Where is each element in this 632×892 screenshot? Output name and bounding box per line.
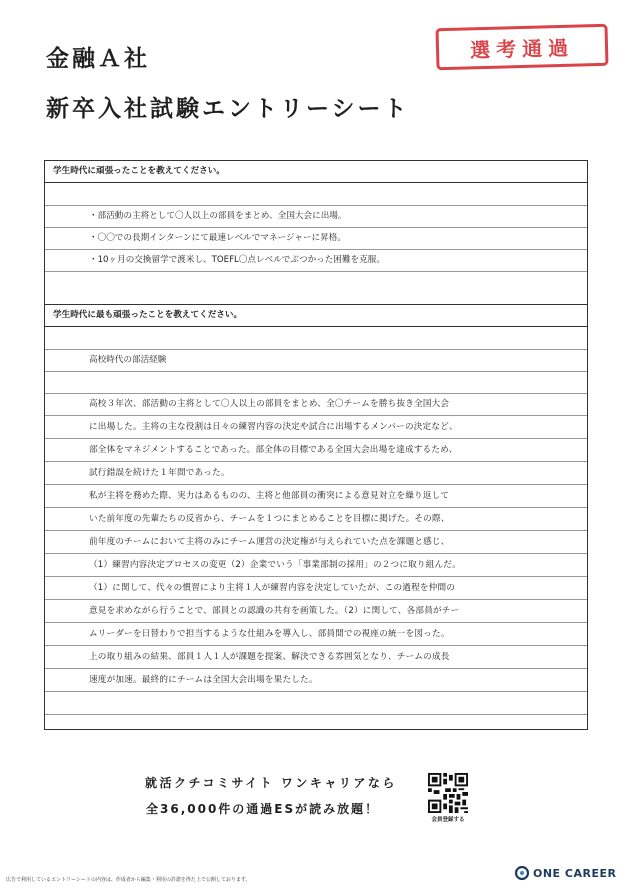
answer-2-line: 意見を求めながら行うことで、部員との認識の共有を画策した。（2）に関して、各部員がチー	[45, 601, 587, 623]
answer-2-line: に出場した。主将の主な役割は日々の練習内容の決定や試合に出場するメンバーの決定など、	[45, 417, 587, 439]
answer-2-line: 部全体をマネジメントすることであった。部全体の目標である全国大会出場を達成するため、	[45, 440, 587, 462]
answer-2-line: （1）に関して、代々の慣習により主将１人が練習内容を決定していたが、この過程を仲間の	[45, 578, 587, 600]
answer-2-line: 高校３年次、部活動の主将として〇人以上の部員をまとめ、全〇チームを勝ち抜き全国大会	[45, 394, 587, 416]
blank-row	[45, 184, 587, 206]
answer-2-line: 私が主将を務めた際、実力はあるものの、主将と他部員の衝突による意見対立を繰り返して	[45, 486, 587, 508]
answer-2-title: 高校時代の部活経験	[45, 350, 587, 372]
answer-2-line: ムリーダーを日替わりで担当するような仕組みを導入し、部員間での視座の統一を図った。	[45, 624, 587, 646]
footer-disclaimer: 広告で利用しているエントリーシートの内容は、作成者から編集・利用の許諾を得た上で公開しております。	[6, 877, 251, 883]
blank-row	[45, 328, 587, 350]
question-2: 学生時代に最も頑張ったことを教えてください。	[45, 305, 587, 327]
answer-1-line: ・〇〇での長期インターンにて最速レベルでマネージャーに昇格。	[45, 228, 587, 250]
answer-1-line: ・部活動の主将として〇人以上の部員をまとめ、全国大会に出場。	[45, 206, 587, 228]
company-title: 金融Ａ社	[46, 46, 150, 72]
answer-1-line: ・10ヶ月の交換留学で渡米し、TOEFL〇点レベルでぶつかった困難を克服。	[45, 250, 587, 272]
pass-stamp: 選考通過	[435, 24, 608, 70]
onecareer-logo-icon	[515, 866, 529, 880]
blank-row	[45, 272, 587, 305]
answer-2-line: 試行錯誤を続けた１年間であった。	[45, 463, 587, 485]
question-1: 学生時代に頑張ったことを教えてください。	[45, 161, 587, 183]
blank-row	[45, 372, 587, 394]
promo-headline: 就活クチコミサイト ワンキャリアなら	[145, 776, 397, 790]
qr-code-icon[interactable]	[428, 773, 468, 813]
answer-2-line: いた前年度の先輩たちの反省から、チームを１つにまとめることを目標に掲げた。その際、	[45, 509, 587, 531]
answer-2-line: 前年度のチームにおいて主将のみにチーム運営の決定権が与えられていた点を課題と感じ、	[45, 532, 587, 554]
qr-register-label[interactable]: 会員登録する	[431, 817, 465, 823]
brand-name: ONE CAREER	[533, 866, 617, 880]
promo-subline: 全36,000件の通過ESが読み放題！	[146, 802, 380, 816]
brand-logo[interactable]	[515, 866, 616, 880]
answer-2-line: （1）練習内容決定プロセスの変更（2）企業でいう「事業部制の採用」の２つに取り組んだ。	[45, 555, 587, 577]
blank-row	[45, 693, 587, 715]
answer-2-line: 上の取り組みの結果、部員１人１人が課題を提案、解決できる雰囲気となり、チームの成長	[45, 647, 587, 669]
answer-2-line: 速度が加速。最終的にチームは全国大会出場を果たした。	[45, 670, 587, 692]
document-title: 新卒入社試験エントリーシート	[46, 96, 410, 122]
entry-sheet-form	[44, 160, 588, 730]
